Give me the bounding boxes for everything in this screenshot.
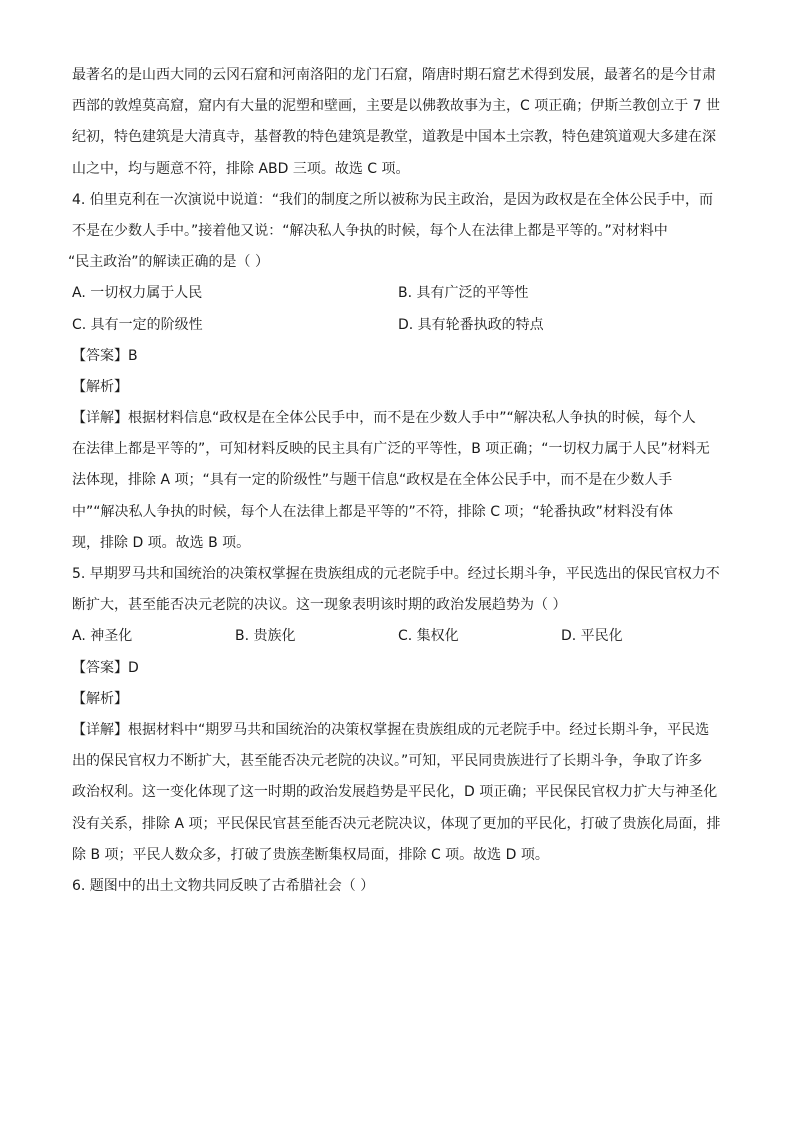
option-a: A. 一切权力属于人民 bbox=[72, 285, 203, 302]
detail-line: 除 B 项；平民人数众多，打破了贵族垄断集权局面，排除 C 项。故选 D 项。 bbox=[72, 846, 549, 863]
option-a: A. 神圣化 bbox=[72, 628, 133, 645]
answer-label: 【答案】B bbox=[72, 347, 138, 364]
question-stem-line: 4. 伯里克利在一次演说中说道：“我们的制度之所以被称为民主政治，是因为政权是在全体公民手中，而 bbox=[72, 191, 714, 208]
text-line: 纪初，特色建筑是大清真寺，基督教的特色建筑是教堂，道教是中国本土宗教，特色建筑道观大多建在深 bbox=[72, 129, 716, 146]
text-line: 最著名的是山西大同的云冈石窟和河南洛阳的龙门石窟，隋唐时期石窟艺术得到发展，最著名的是今甘肃 bbox=[72, 67, 716, 83]
detail-line: 在法律上都是平等的”，可知材料反映的民主具有广泛的平等性，B 项正确；“一切权力属于人民”材料无 bbox=[72, 441, 710, 458]
question-5 bbox=[72, 559, 724, 871]
options-row bbox=[72, 310, 724, 341]
detail-line: 政治权利。这一变化体现了这一时期的政治发展趋势是平民化，D 项正确；平民保民官权力扩大与神圣化 bbox=[72, 784, 718, 801]
document-page bbox=[68, 60, 724, 902]
option-d: D. 平民化 bbox=[561, 628, 623, 645]
options-row bbox=[72, 621, 724, 652]
detail-line: 【详解】根据材料信息“政权是在全体公民手中，而不是在少数人手中”“解决私人争执的时候，每个人 bbox=[72, 410, 696, 427]
detail-line: 现，排除 D 项。故选 B 项。 bbox=[72, 534, 251, 551]
option-c: C. 具有一定的阶级性 bbox=[72, 316, 203, 333]
prev-explanation bbox=[72, 60, 724, 185]
option-c: C. 集权化 bbox=[398, 628, 459, 645]
analysis-label: 【解析】 bbox=[72, 378, 128, 395]
detail-line: 法体现，排除 A 项；“具有一定的阶级性”与题干信息“政权是在全体公民手中，而不是在少数人手 bbox=[72, 472, 673, 489]
detail-line: 中”“解决私人争执的时候，每个人在法律上都是平等的”不符，排除 C 项；“轮番执政”材料没有体 bbox=[72, 503, 673, 520]
question-stem-line: 不是在少数人手中。”接着他又说：“解决私人争执的时候，每个人在法律上都是平等的。”对材料中 bbox=[72, 222, 668, 239]
question-4 bbox=[68, 185, 724, 559]
option-b: B. 贵族化 bbox=[235, 628, 296, 645]
question-stem-line: 断扩大，甚至能否决元老院的决议。这一现象表明该时期的政治发展趋势为（ ） bbox=[72, 597, 567, 614]
option-b: B. 具有广泛的平等性 bbox=[398, 285, 529, 302]
detail-line: 没有关系，排除 A 项；平民保民官甚至能否决元老院决议，体现了更加的平民化，打破了贵族化局面，排 bbox=[72, 815, 721, 832]
text-line: 西部的敦煌莫高窟，窟内有大量的泥塑和壁画，主要是以佛教故事为主，C 项正确；伊斯兰教创立于 7 世 bbox=[72, 98, 721, 115]
detail-line: 【详解】根据材料中“期罗马共和国统治的决策权掌握在贵族组成的元老院手中。经过长期斗争，平民选 bbox=[72, 721, 710, 738]
detail-line: 出的保民官权力不断扩大，甚至能否决元老院的决议。”可知，平民同贵族进行了长期斗争，争取了许多 bbox=[72, 753, 703, 770]
option-d: D. 具有轮番执政的特点 bbox=[398, 316, 544, 333]
analysis-label: 【解析】 bbox=[72, 690, 128, 707]
text-line: 山之中，均与题意不符，排除 ABD 三项。故选 C 项。 bbox=[72, 160, 410, 177]
question-stem-line: 5. 早期罗马共和国统治的决策权掌握在贵族组成的元老院手中。经过长期斗争，平民选出的保民官权力不 bbox=[72, 566, 720, 582]
options-row bbox=[72, 278, 724, 309]
question-6 bbox=[72, 871, 724, 902]
question-stem-line: 6. 题图中的出土文物共同反映了古希腊社会（ ） bbox=[72, 877, 375, 894]
answer-label: 【答案】D bbox=[72, 659, 139, 676]
question-stem-line: “民主政治”的解读正确的是（ ） bbox=[68, 254, 269, 271]
